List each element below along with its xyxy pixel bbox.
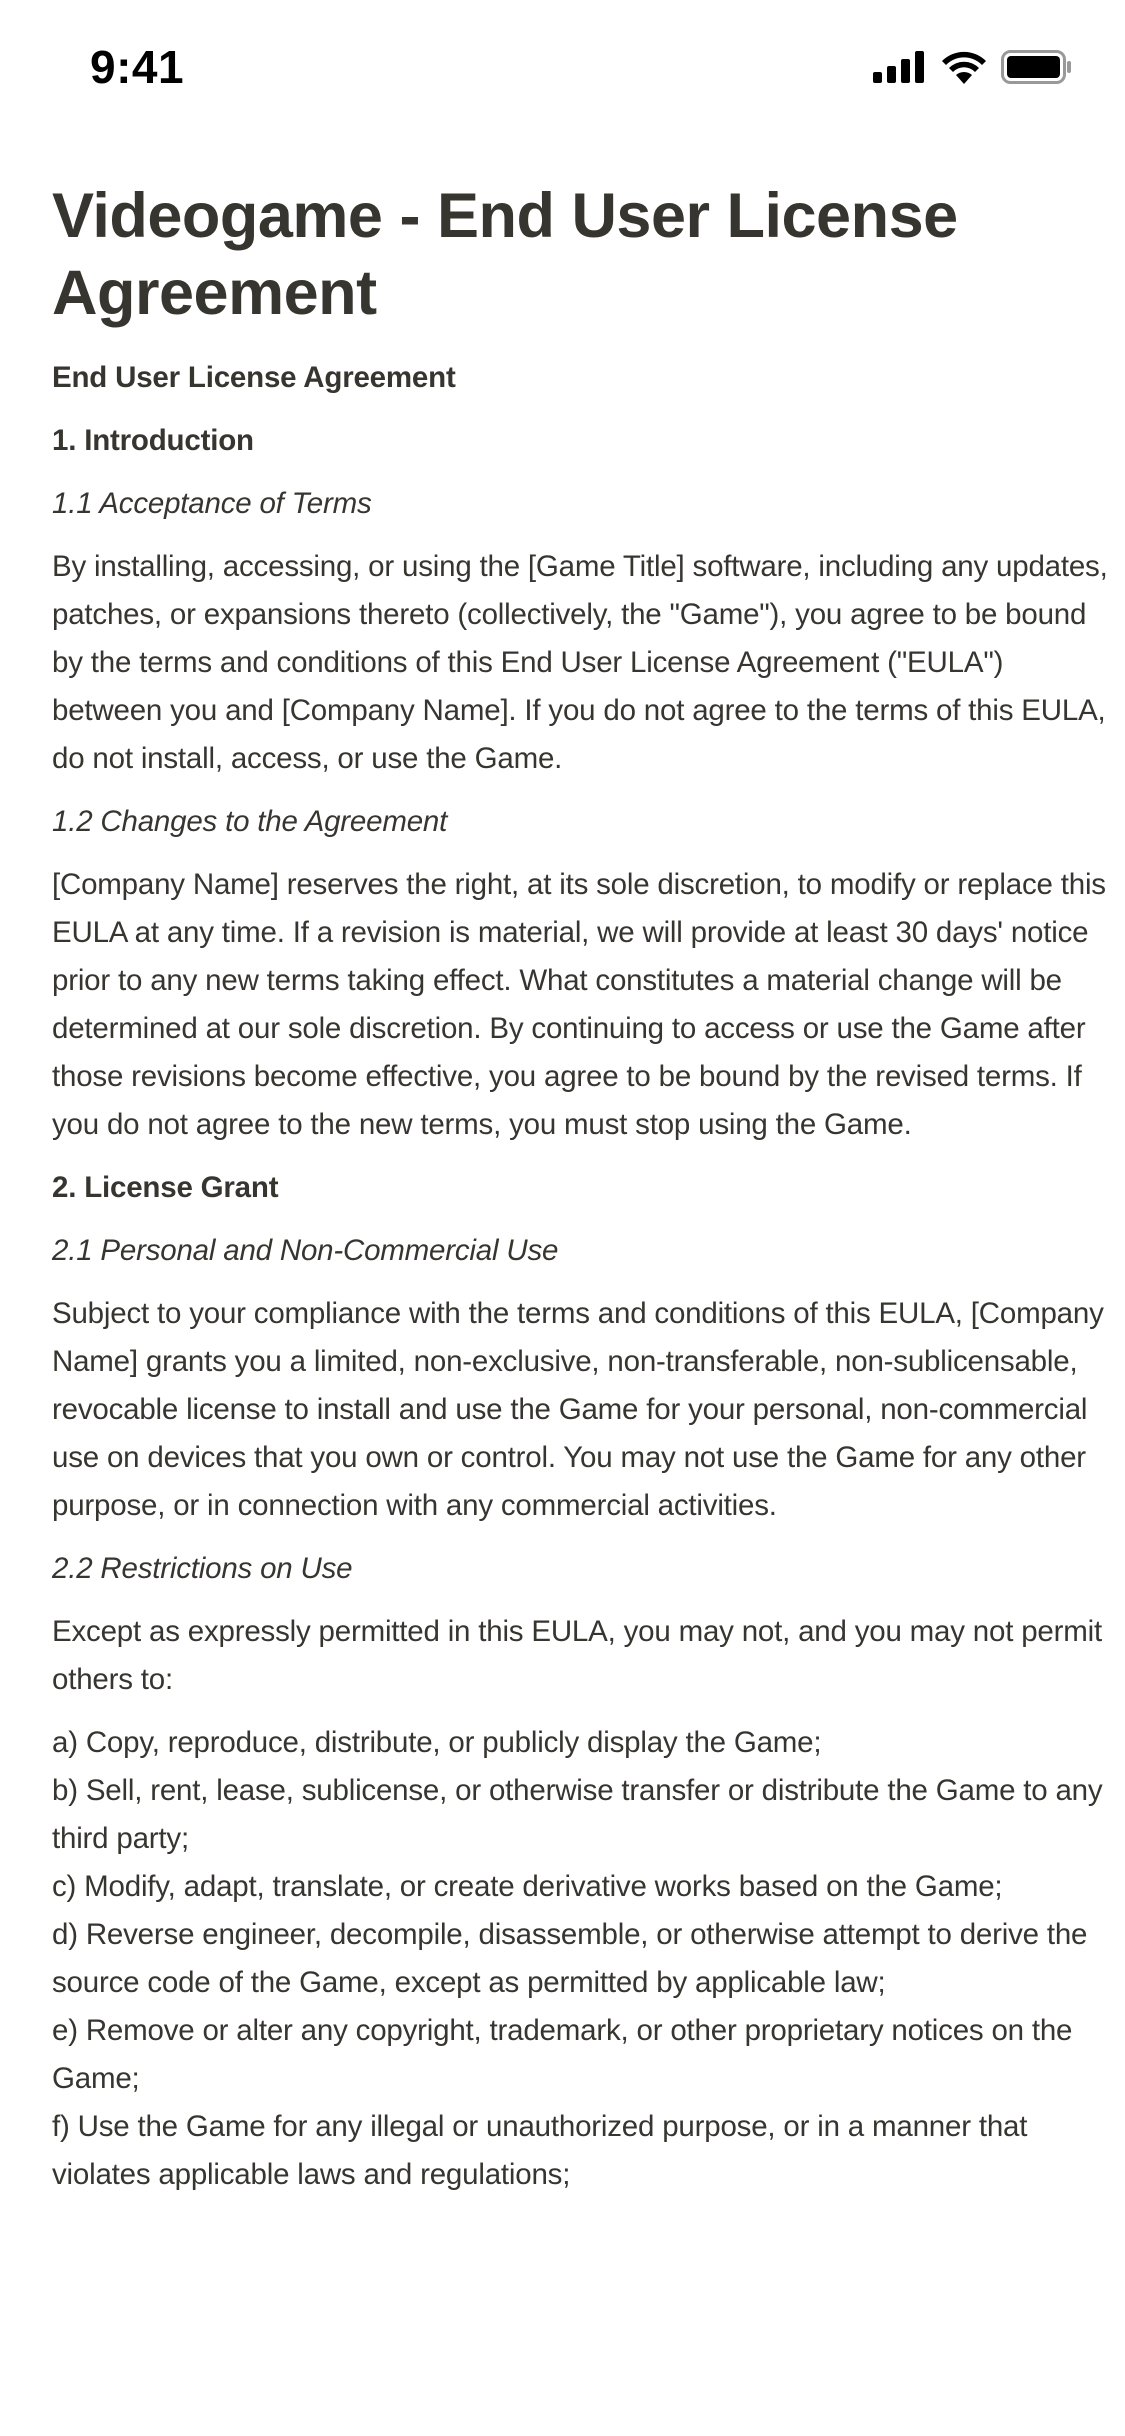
paragraph: [Company Name] reserves the right, at its sole discretion, to modify or replace this EULA at any time. If a revision is material, we will provide at least 30 days' notice prior to any new terms taking effect. What constitutes a material change will be determined at our sole discretion. By continuing to access or use the Game after those revisions become effective, you agree to be bound by the revised terms. If you do not agree to the new terms, you must stop using the Game. (52, 868, 1106, 1141)
section-heading: 1. Introduction (52, 424, 254, 457)
status-time: 9:41 (90, 41, 185, 93)
subsection-heading: 2.1 Personal and Non-Commercial Use (52, 1234, 559, 1267)
page-title: Videogame - End User License Agreement (52, 181, 958, 328)
paragraph: By installing, accessing, or using the [Game Title] software, including any updates, patches, or expansions thereto (collectively, the "Game"), you agree to be bound by the terms and conditions of this End User License Agreement ("EULA") between you and [Company Name]. If you do not agree to the terms of this EULA, do not install, access, or use the Game. (52, 550, 1108, 775)
list-item: a) Copy, reproduce, distribute, or publicly display the Game; (52, 1726, 822, 1759)
wifi-icon (941, 50, 987, 84)
list-item: c) Modify, adapt, translate, or create derivative works based on the Game; (52, 1870, 1003, 1903)
list-item: b) Sell, rent, lease, sublicense, or otherwise transfer or distribute the Game to any third party; (52, 1774, 1103, 1855)
subsection-heading: 2.2 Restrictions on Use (52, 1552, 353, 1585)
subsection-heading: 1.1 Acceptance of Terms (52, 487, 372, 520)
eula-document (52, 178, 1112, 2214)
restrictions-list (52, 1719, 1112, 2199)
cellular-signal-icon (873, 51, 927, 83)
subsection-heading: 1.2 Changes to the Agreement (52, 805, 448, 838)
list-item: f) Use the Game for any illegal or unauthorized purpose, or in a manner that violates applicable laws and regulations; (52, 2110, 1028, 2191)
section-heading: 2. License Grant (52, 1171, 279, 1204)
paragraph: Except as expressly permitted in this EULA, you may not, and you may not permit others to: (52, 1615, 1102, 1696)
list-item: d) Reverse engineer, decompile, disassemble, or otherwise attempt to derive the source code of the Game, except as permitted by applicable law; (52, 1918, 1088, 1999)
battery-icon (1001, 50, 1073, 84)
paragraph: Subject to your compliance with the terms and conditions of this EULA, [Company Name] grants you a limited, non-exclusive, non-transferable, non-sublicensable, revocable license to install and use the Game for your personal, non-commercial use on devices that you own or control. You may not use the Game for any other purpose, or in connection with any commercial activities. (52, 1297, 1104, 1522)
status-bar (0, 0, 1125, 130)
status-icons (873, 50, 1073, 84)
list-item: e) Remove or alter any copyright, trademark, or other proprietary notices on the Game; (52, 2014, 1073, 2095)
document-subtitle: End User License Agreement (52, 361, 456, 394)
